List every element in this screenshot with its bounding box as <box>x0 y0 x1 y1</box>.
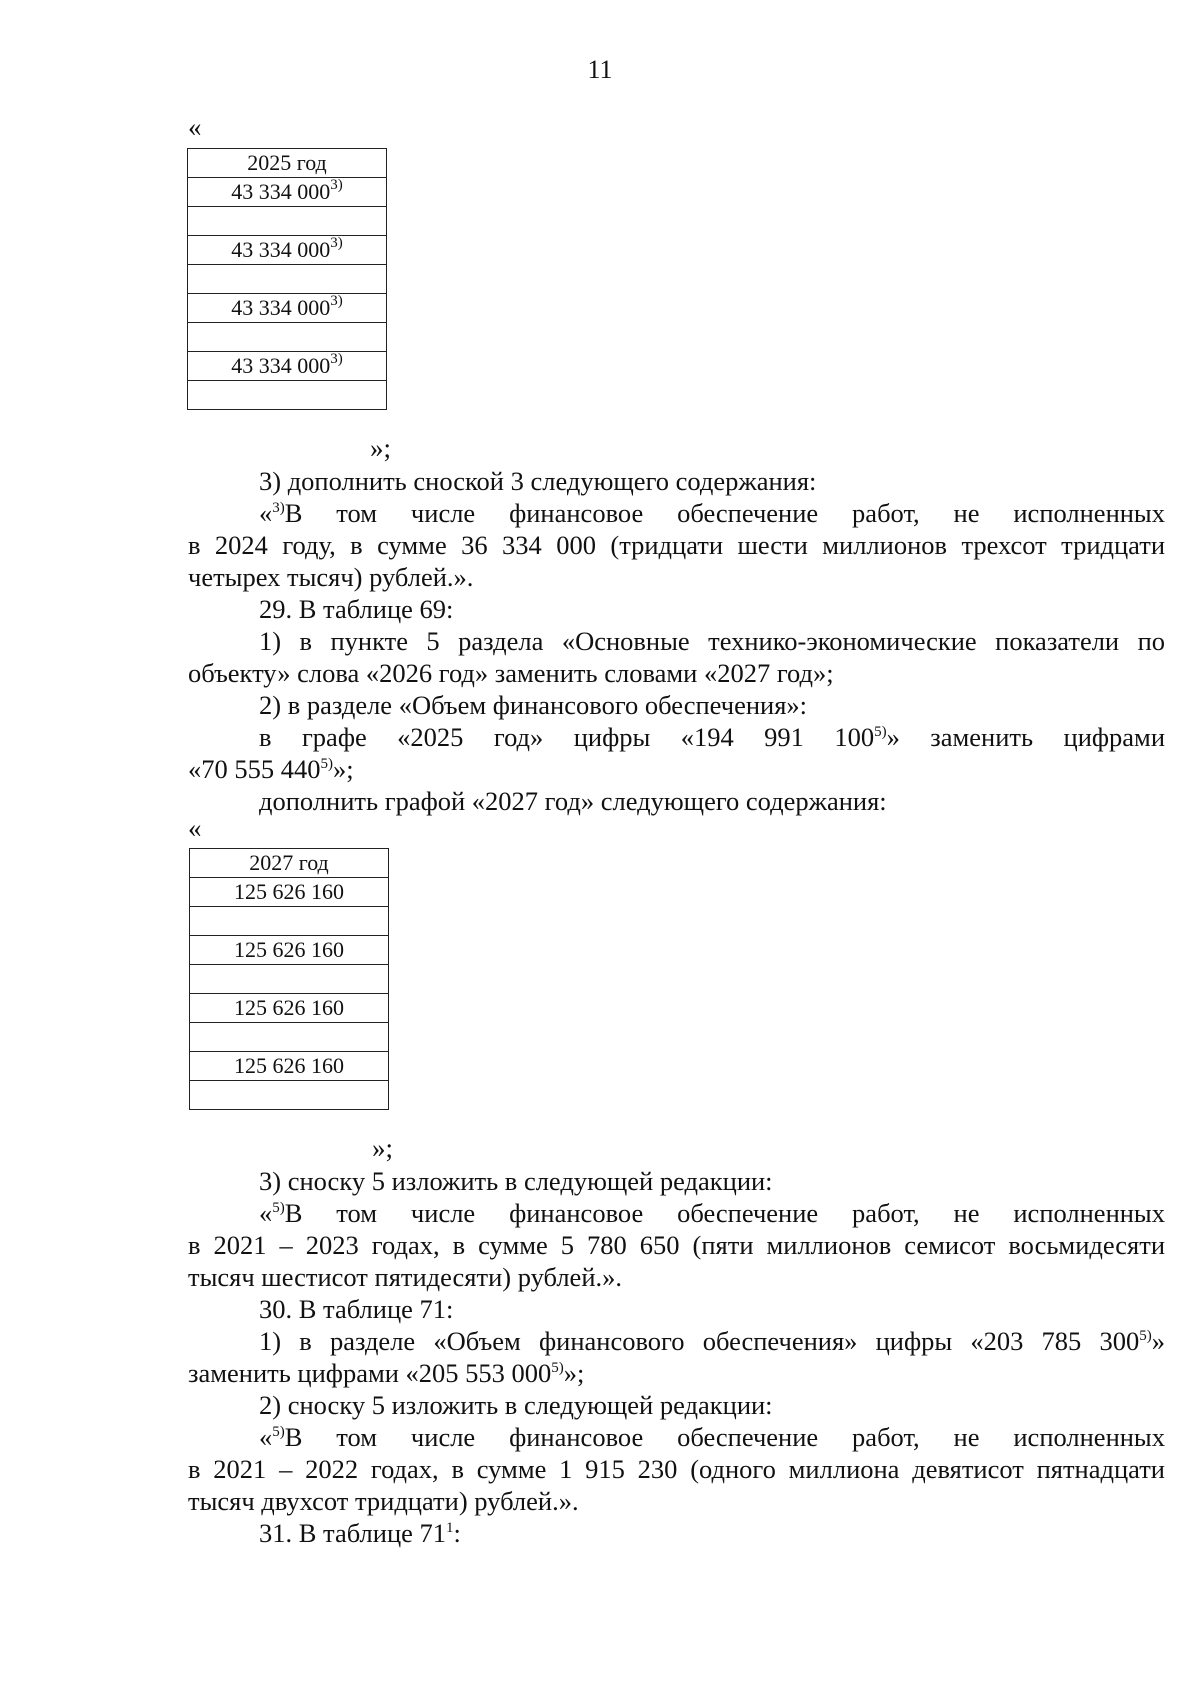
paragraph: 30. В таблице 71: <box>259 1294 454 1324</box>
table-cell <box>188 236 387 265</box>
table-cell <box>190 965 389 994</box>
footnote-mark: 3) <box>330 293 343 309</box>
paragraph: «70 555 440$^{5)}$»; <box>188 754 354 784</box>
cell-value: 125 626 160 <box>234 1053 344 1078</box>
table-cell <box>190 1023 389 1052</box>
paragraph: 2) в разделе «Объем финансового обеспечения»: <box>259 690 808 720</box>
paragraph: в графе «2025 год» цифры «194 991 100$^{5)}$» заменить цифрами <box>259 722 1166 752</box>
footnote-mark: 3) <box>330 177 343 193</box>
footnote-line: четырех тысяч) рублей.». <box>188 562 474 592</box>
paragraph: заменить цифрами «205 553 000$^{5)}$»; <box>188 1358 585 1388</box>
close-quote: »; <box>372 1133 394 1163</box>
table-cell <box>190 994 389 1023</box>
paragraph: 3) дополнить сноской 3 следующего содержания: <box>259 466 817 496</box>
table-header: 2025 год <box>188 149 387 178</box>
paragraph: 29. В таблице 69: <box>259 594 454 624</box>
table-2027 <box>189 848 389 1110</box>
footnote-line: тысяч шестисот пятидесяти) рублей.». <box>188 1262 623 1292</box>
cell-value: 125 626 160 <box>234 995 344 1020</box>
table-cell <box>190 878 389 907</box>
cell-value: 125 626 160 <box>234 879 344 904</box>
page-number: 11 <box>587 55 613 84</box>
footnote-line: в 2024 году, в сумме 36 334 000 (тридцати шести миллионов трехсот тридцати <box>188 530 1165 560</box>
table-cell <box>188 381 387 410</box>
paragraph: 1) в разделе «Объем финансового обеспечения» цифры «203 785 300$^{5)}$» <box>259 1326 1165 1356</box>
table-cell <box>190 907 389 936</box>
paragraph: 3) сноску 5 изложить в следующей редакции: <box>259 1166 773 1196</box>
table-cell <box>188 265 387 294</box>
footnote-mark: 3) <box>330 351 343 367</box>
footnote-line: в 2021 – 2022 годах, в сумме 1 915 230 (одного миллиона девятисот пятнадцати <box>188 1454 1165 1484</box>
table-cell <box>188 352 387 381</box>
table-cell <box>190 1052 389 1081</box>
table-2025 <box>187 148 387 410</box>
open-quote: « <box>188 112 202 142</box>
close-quote: »; <box>370 433 392 463</box>
cell-value: 43 334 000 <box>231 295 331 320</box>
cell-value: 43 334 000 <box>231 237 331 262</box>
paragraph: 1) в пункте 5 раздела «Основные технико-экономические показатели по <box>259 626 1165 656</box>
footnote-line: «$^{5)}$В том числе финансовое обеспечение работ, не исполненных <box>259 1422 1165 1452</box>
table-cell <box>188 207 387 236</box>
footnote-mark: 3) <box>330 235 343 251</box>
paragraph: объекту» слова «2026 год» заменить словами «2027 год»; <box>188 658 834 688</box>
table-cell <box>188 294 387 323</box>
footnote-line: в 2021 – 2023 годах, в сумме 5 780 650 (пяти миллионов семисот восьмидесяти <box>188 1230 1165 1260</box>
table-header: 2027 год <box>190 849 389 878</box>
open-quote: « <box>188 813 202 843</box>
table-cell <box>188 178 387 207</box>
paragraph: 31. В таблице $71^1$: <box>259 1518 461 1548</box>
table-cell <box>188 323 387 352</box>
paragraph: дополнить графой «2027 год» следующего содержания: <box>259 786 887 816</box>
cell-value: 43 334 000 <box>231 179 331 204</box>
footnote-line: тысяч двухсот тридцати) рублей.». <box>188 1486 579 1516</box>
paragraph: 2) сноску 5 изложить в следующей редакции: <box>259 1390 773 1420</box>
footnote-line: «$^{3)}$В том числе финансовое обеспечение работ, не исполненных <box>259 498 1165 528</box>
footnote-line: «$^{5)}$В том числе финансовое обеспечение работ, не исполненных <box>259 1198 1165 1228</box>
table-cell <box>190 936 389 965</box>
table-cell <box>190 1081 389 1110</box>
cell-value: 125 626 160 <box>234 937 344 962</box>
cell-value: 43 334 000 <box>231 353 331 378</box>
